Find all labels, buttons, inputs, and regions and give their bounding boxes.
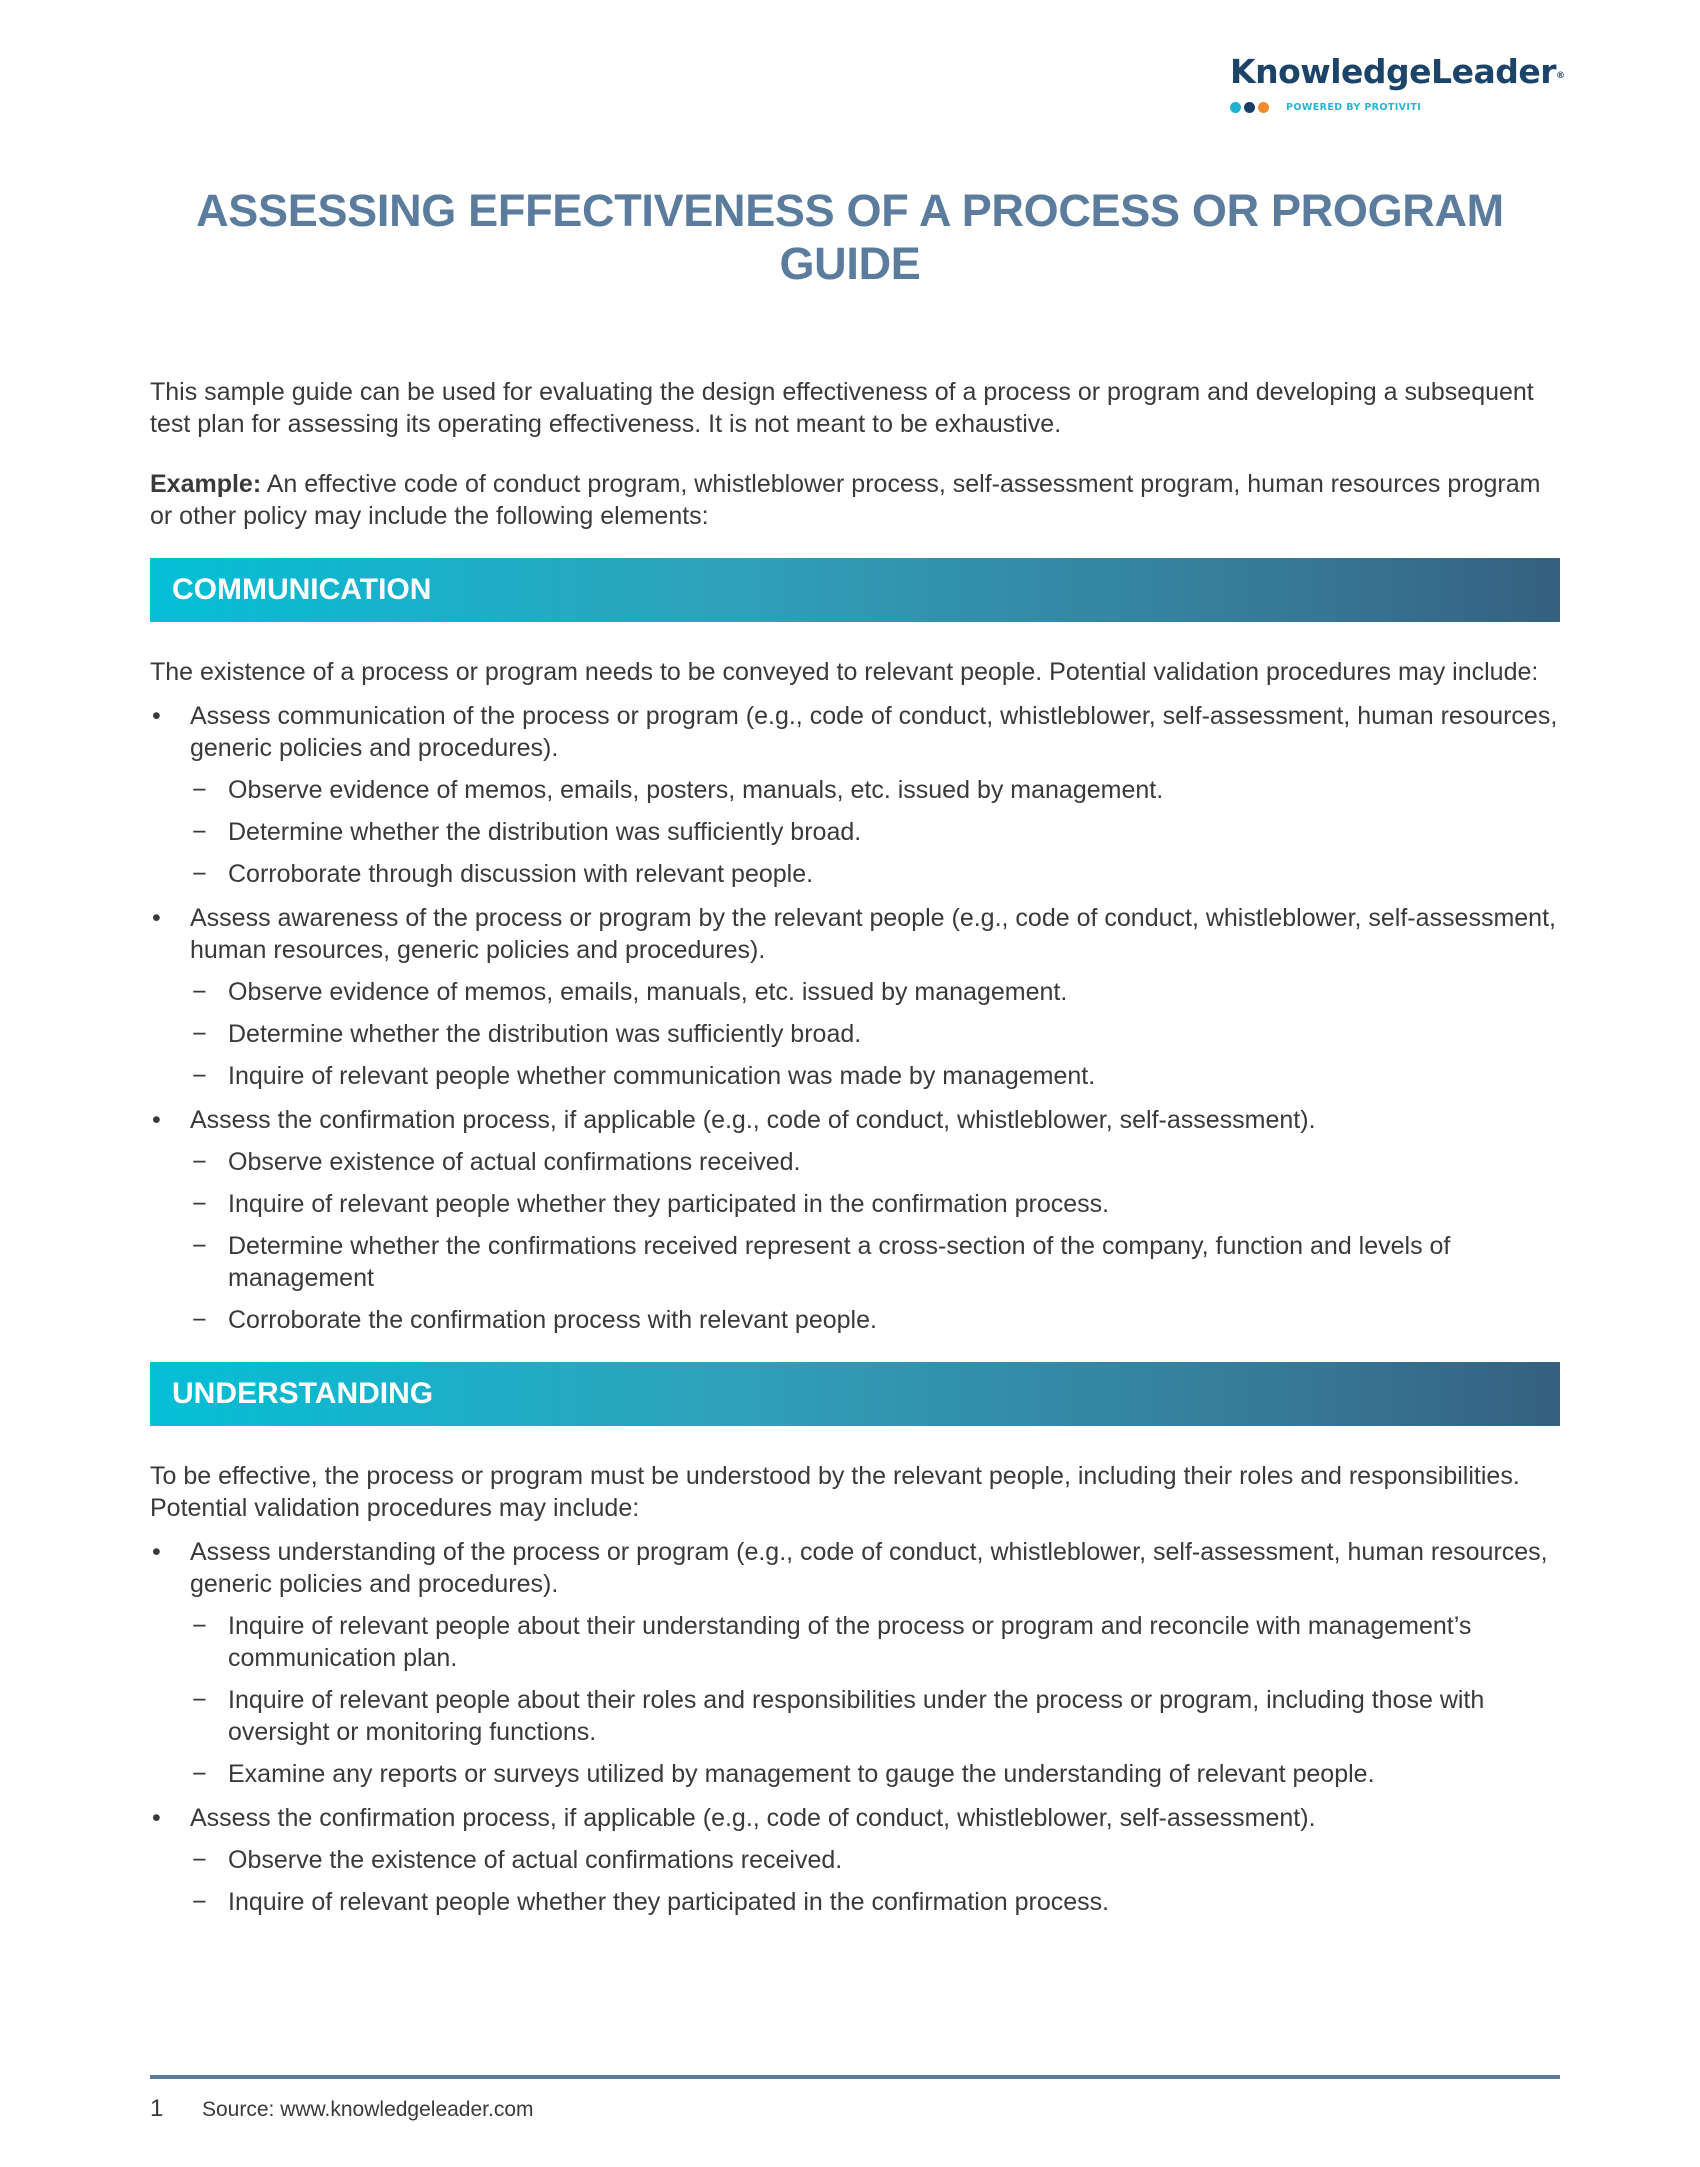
dash-icon: − — [192, 978, 207, 1006]
sub-item: − Observe the existence of actual confirmations received. — [192, 1846, 843, 1874]
logo-dot-cyan-icon — [1230, 102, 1241, 113]
sub-item: − Determine whether the confirmations received represent a cross-section of the company, function and levels of management — [192, 1232, 1451, 1292]
sub-item: − Inquire of relevant people whether they participated in the confirmation process. — [192, 1888, 1110, 1916]
bullet-item: • Assess understanding of the process or program (e.g., code of conduct, whistleblower, self-assessment, human resources, generic policies and procedures). — [152, 1538, 1548, 1598]
dash-icon: − — [192, 1148, 207, 1176]
dash-icon: − — [192, 1888, 207, 1916]
bullet-icon: • — [152, 1804, 161, 1832]
bullet-item: • Assess awareness of the process or program by the relevant people (e.g., code of conduct, whistleblower, self-assessment, human resources, generic policies and procedures). — [152, 904, 1556, 964]
bullet-icon: • — [152, 1538, 161, 1566]
sub-item: − Observe evidence of memos, emails, posters, manuals, etc. issued by management. — [192, 776, 1164, 804]
bullet-item: • Assess the confirmation process, if applicable (e.g., code of conduct, whistleblower, self-assessment). — [152, 1106, 1316, 1134]
logo-dot-orange-icon — [1258, 102, 1269, 113]
section-heading-communication: COMMUNICATION — [150, 558, 1560, 622]
section-lead: To be effective, the process or program must be understood by the relevant people, including their roles and responsibilities. Potential validation procedures may include: — [150, 1462, 1520, 1522]
knowledgeleader-logo — [1230, 52, 1570, 113]
dash-icon: − — [192, 1190, 207, 1218]
sub-item: − Inquire of relevant people about their understanding of the process or program and reconcile with management’s communication plan. — [192, 1612, 1472, 1672]
sub-item: − Inquire of relevant people about their roles and responsibilities under the process or program, including those with oversight or monitoring functions. — [192, 1686, 1485, 1746]
dash-icon: − — [192, 1760, 207, 1788]
sub-item: − Inquire of relevant people whether they participated in the confirmation process. — [192, 1190, 1110, 1218]
example-paragraph — [150, 468, 1560, 532]
dash-icon: − — [192, 860, 207, 888]
example-label: Example: — [150, 470, 262, 498]
section-lead: The existence of a process or program needs to be conveyed to relevant people. Potential validation procedures may include: — [150, 658, 1539, 686]
sub-item: − Examine any reports or surveys utilized by management to gauge the understanding of relevant people. — [192, 1760, 1375, 1788]
sub-item: − Corroborate the confirmation process with relevant people. — [192, 1306, 877, 1334]
bullet-icon: • — [152, 702, 161, 730]
bullet-icon: • — [152, 1106, 161, 1134]
sub-item: − Observe existence of actual confirmations received. — [192, 1148, 801, 1176]
source-link[interactable]: Source: www.knowledgeleader.com — [202, 2098, 534, 2121]
section-heading-understanding: UNDERSTANDING — [150, 1362, 1560, 1426]
dash-icon: − — [192, 1232, 207, 1260]
sub-item: − Determine whether the distribution was sufficiently broad. — [192, 1020, 862, 1048]
dash-icon: − — [192, 776, 207, 804]
sub-item: − Observe evidence of memos, emails, manuals, etc. issued by management. — [192, 978, 1068, 1006]
sub-item: − Inquire of relevant people whether communication was made by management. — [192, 1062, 1096, 1090]
logo-wordmark: KnowledgeLeader — [1230, 52, 1556, 91]
page-title: ASSESSING EFFECTIVENESS OF A PROCESS OR PROGRAM GUIDE — [196, 185, 1504, 289]
sub-item: − Determine whether the distribution was sufficiently broad. — [192, 818, 862, 846]
dash-icon: − — [192, 818, 207, 846]
document-body — [150, 376, 1560, 1918]
dash-icon: − — [192, 1846, 207, 1874]
bullet-icon: • — [152, 904, 161, 932]
logo-dot-navy-icon — [1244, 102, 1255, 113]
page-number: 1 — [150, 2095, 164, 2122]
bullet-item: • Assess communication of the process or program (e.g., code of conduct, whistleblower, self-assessment, human resources, generic policies and procedures). — [152, 702, 1558, 762]
dash-icon: − — [192, 1062, 207, 1090]
intro-paragraph: This sample guide can be used for evaluating the design effectiveness of a process or program and developing a subsequent test plan for assessing its operating effectiveness. It is not meant to be exhaustive. — [150, 378, 1534, 438]
bullet-item: • Assess the confirmation process, if applicable (e.g., code of conduct, whistleblower, self-assessment). — [152, 1804, 1316, 1832]
page-footer — [150, 2095, 534, 2123]
sub-item: − Corroborate through discussion with relevant people. — [192, 860, 814, 888]
logo-tagline: POWERED BY PROTIVITI — [1286, 102, 1422, 113]
example-text: An effective code of conduct program, whistleblower process, self-assessment program, human resources program or other policy may include the following elements: — [150, 470, 1541, 530]
dash-icon: − — [192, 1020, 207, 1048]
dash-icon: − — [192, 1306, 207, 1334]
dash-icon: − — [192, 1612, 207, 1640]
registered-mark: ® — [1556, 71, 1565, 81]
footer-divider — [150, 2075, 1560, 2079]
dash-icon: − — [192, 1686, 207, 1714]
